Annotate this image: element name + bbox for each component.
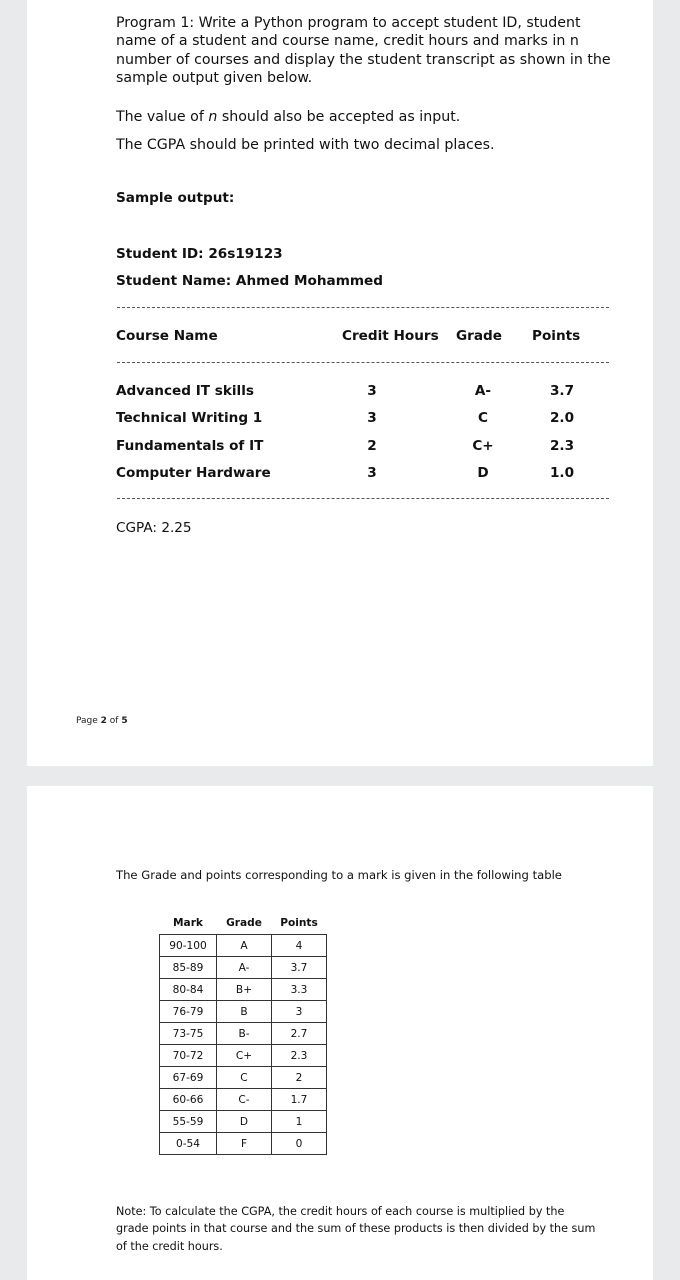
program-description: Program 1: Write a Python program to accept student ID, student name of a student and course name, credit hours and marks in n number of courses and display the student transcript as shown in the sample output given below. [116, 15, 611, 87]
cell-grade: D [217, 1111, 272, 1133]
cell-mark: 73-75 [160, 1023, 217, 1045]
header-grade: Grade [456, 328, 502, 344]
table-header-row [160, 912, 327, 935]
row-grade: C+ [472, 438, 494, 454]
cell-mark: 90-100 [160, 935, 217, 957]
cell-points: 4 [272, 935, 327, 957]
cell-points: 2.3 [272, 1045, 327, 1067]
cell-points: 0 [272, 1133, 327, 1155]
cell-grade: B [217, 1001, 272, 1023]
sample-output-heading: Sample output: [116, 190, 235, 206]
grade-table-intro: The Grade and points corresponding to a mark is given in the following table [116, 868, 562, 882]
table-row [160, 1133, 327, 1155]
document-page-2 [27, 786, 653, 1280]
cell-points: 1 [272, 1111, 327, 1133]
table-row [160, 1089, 327, 1111]
row-course: Advanced IT skills [116, 383, 254, 399]
row-points: 3.7 [549, 383, 575, 399]
cell-mark: 60-66 [160, 1089, 217, 1111]
cell-grade: B+ [217, 979, 272, 1001]
cell-mark: 67-69 [160, 1067, 217, 1089]
row-credit: 3 [367, 383, 377, 399]
table-row [160, 957, 327, 979]
cgpa-instruction: The CGPA should be printed with two decimal places. [116, 137, 495, 153]
table-row [160, 1111, 327, 1133]
header-points: Points [272, 912, 327, 935]
table-row [160, 1045, 327, 1067]
variable-n: n [208, 109, 218, 125]
row-course: Fundamentals of IT [116, 438, 264, 454]
row-credit: 3 [367, 465, 377, 481]
table-row [160, 1023, 327, 1045]
row-points: 2.0 [549, 410, 575, 426]
table-row [160, 979, 327, 1001]
cell-grade: C [217, 1067, 272, 1089]
cell-grade: C+ [217, 1045, 272, 1067]
row-points: 1.0 [549, 465, 575, 481]
cell-points: 2.7 [272, 1023, 327, 1045]
cgpa-value: CGPA: 2.25 [116, 520, 192, 536]
header-course-name: Course Name [116, 328, 218, 344]
header-credit-hours: Credit Hours [342, 328, 439, 344]
cell-grade: B- [217, 1023, 272, 1045]
student-name: Student Name: Ahmed Mohammed [116, 273, 383, 289]
cell-grade: F [217, 1133, 272, 1155]
row-credit: 2 [367, 438, 377, 454]
cgpa-calculation-note: Note: To calculate the CGPA, the credit hours of each course is multiplied by the grade points in that course and the sum of these products is then divided by the sum of the credit hours. [116, 1205, 596, 1253]
n-input-instruction: The value of n should also be accepted as input. [116, 109, 461, 125]
header-points: Points [532, 328, 581, 344]
table-row [160, 1067, 327, 1089]
cell-mark: 80-84 [160, 979, 217, 1001]
row-course: Technical Writing 1 [116, 410, 263, 426]
divider-top [117, 307, 609, 308]
table-row [160, 1001, 327, 1023]
row-grade: D [477, 465, 489, 481]
cell-mark: 55-59 [160, 1111, 217, 1133]
cell-grade: A [217, 935, 272, 957]
cell-grade: A- [217, 957, 272, 979]
table-row [160, 935, 327, 957]
cell-grade: C- [217, 1089, 272, 1111]
divider-middle [117, 362, 609, 363]
page-number: Page 2 of 5 [76, 716, 128, 726]
document-page-1 [27, 0, 653, 766]
header-mark: Mark [160, 912, 217, 935]
cell-points: 3.7 [272, 957, 327, 979]
cell-mark: 76-79 [160, 1001, 217, 1023]
student-id: Student ID: 26s19123 [116, 246, 283, 262]
cell-mark: 0-54 [160, 1133, 217, 1155]
cell-points: 2 [272, 1067, 327, 1089]
row-grade: A- [474, 383, 492, 399]
grade-points-table [159, 912, 327, 1155]
header-grade: Grade [217, 912, 272, 935]
cell-mark: 70-72 [160, 1045, 217, 1067]
row-points: 2.3 [549, 438, 575, 454]
cell-points: 1.7 [272, 1089, 327, 1111]
cell-points: 3.3 [272, 979, 327, 1001]
row-credit: 3 [367, 410, 377, 426]
cell-mark: 85-89 [160, 957, 217, 979]
row-course: Computer Hardware [116, 465, 271, 481]
cell-points: 3 [272, 1001, 327, 1023]
row-grade: C [478, 410, 488, 426]
divider-bottom [117, 498, 609, 499]
